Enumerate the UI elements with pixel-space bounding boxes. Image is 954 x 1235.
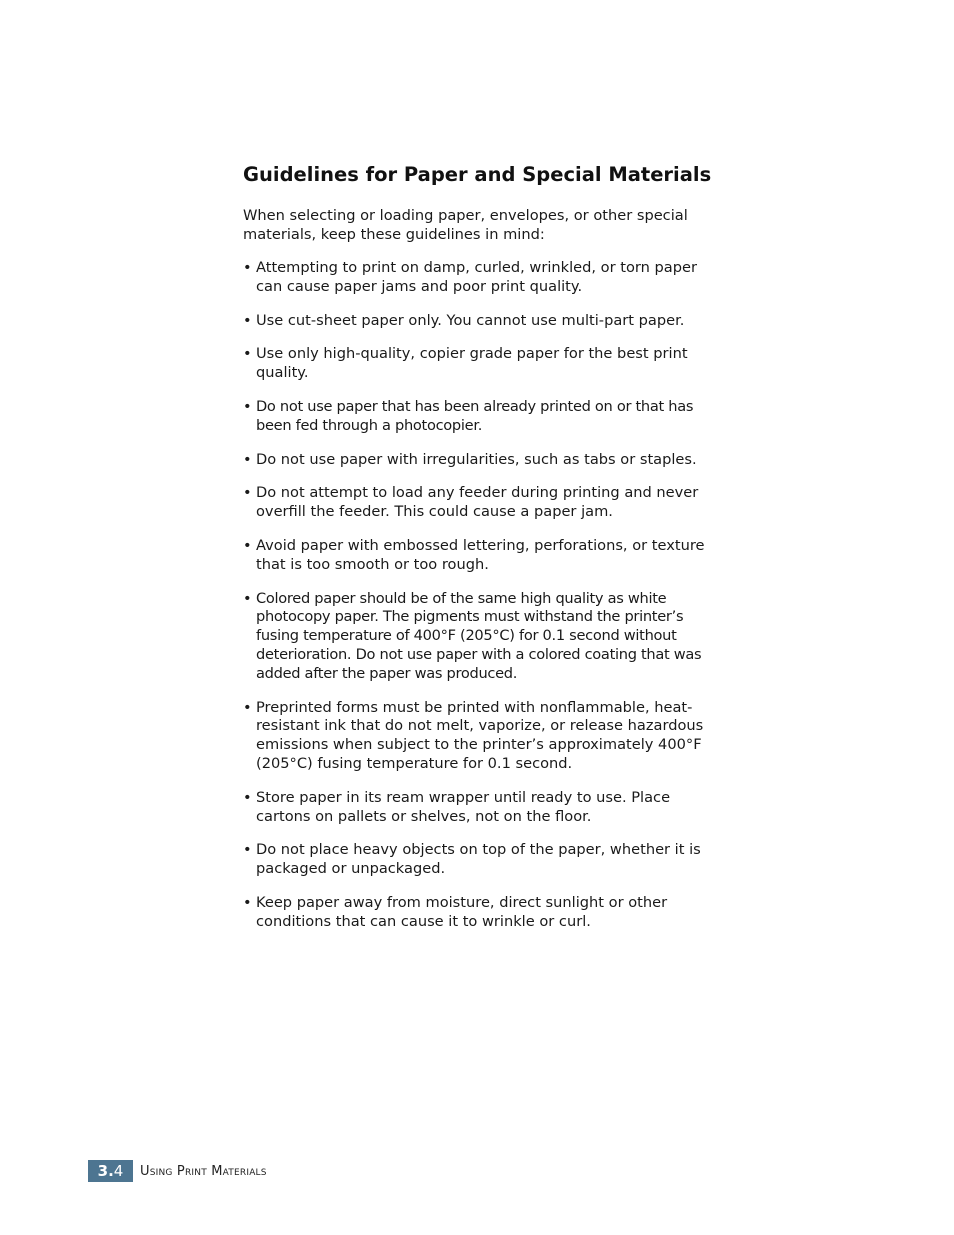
list-item-text: Keep paper away from moisture, direct sunlight or other conditions that can cause it to wrinkle or curl. <box>256 893 668 930</box>
bullet-mark: • <box>243 788 252 806</box>
chapter-number: 3. <box>97 1162 114 1180</box>
list-item <box>243 699 723 774</box>
list-item-text: Use cut-sheet paper only. You cannot use multi-part paper. <box>256 311 685 329</box>
bullet-mark: • <box>243 259 252 276</box>
page-content <box>243 160 723 947</box>
list-item <box>243 451 723 470</box>
list-item <box>243 590 723 684</box>
list-item-text: Do not place heavy objects on top of the paper, whether it is packaged or unpackaged. <box>256 841 701 878</box>
list-item <box>243 484 723 522</box>
page-number-badge <box>88 1160 133 1182</box>
bullet-mark: • <box>243 698 252 716</box>
list-item-text: Use only high-quality, copier grade paper for the best print quality. <box>256 345 688 382</box>
bullet-mark: • <box>243 450 252 468</box>
list-item <box>243 345 723 383</box>
list-item-text: Colored paper should be of the same high quality as white photocopy paper. The pigments must withstand the printer’s fusing temperature of 400°F (205°C) for 0.1 second without deterioration. Do not use paper with a colored coating that was added after the paper was produced. <box>256 589 702 682</box>
list-item-text: Do not attempt to load any feeder during printing and never overfill the feeder. This could cause a paper jam. <box>256 484 699 521</box>
list-item-text: Preprinted forms must be printed with nonflammable, heat-resistant ink that do not melt, vaporize, or release hazardous emissions when subject to the printer’s approximately 400°F (205°C) fusing temperature for 0.1 second. <box>256 698 704 772</box>
bullet-mark: • <box>243 484 252 502</box>
bullet-mark: • <box>243 345 252 363</box>
bullet-mark: • <box>243 893 252 911</box>
guidelines-list <box>243 259 723 932</box>
bullet-mark: • <box>243 841 252 859</box>
list-item-text: Do not use paper with irregularities, such as tabs or staples. <box>256 450 697 468</box>
footer-section-title: Using Print Materials <box>140 1163 267 1179</box>
list-item-text: Do not use paper that has been already printed on or that has been fed through a photocopier. <box>256 397 694 434</box>
intro-paragraph: When selecting or loading paper, envelopes, or other special materials, keep these guidelines in mind: <box>243 207 688 243</box>
list-item <box>243 789 723 827</box>
list-item-text: Attempting to print on damp, curled, wrinkled, or torn paper can cause paper jams and poor print quality. <box>256 259 697 295</box>
page-footer <box>88 1160 267 1182</box>
list-item <box>243 537 723 575</box>
bullet-mark: • <box>243 536 252 554</box>
list-item <box>243 841 723 879</box>
list-item <box>243 398 723 436</box>
bullet-mark: • <box>243 397 252 415</box>
list-item-text: Avoid paper with embossed lettering, perforations, or texture that is too smooth or too rough. <box>256 536 705 573</box>
bullet-mark: • <box>243 589 252 607</box>
list-item <box>243 259 723 297</box>
list-item <box>243 894 723 932</box>
bullet-mark: • <box>243 311 252 329</box>
list-item-text: Store paper in its ream wrapper until ready to use. Place cartons on pallets or shelves, not on the floor. <box>256 788 671 825</box>
section-heading: Guidelines for Paper and Special Materials <box>243 163 712 186</box>
page-number: 4 <box>113 1162 124 1180</box>
list-item <box>243 312 723 331</box>
